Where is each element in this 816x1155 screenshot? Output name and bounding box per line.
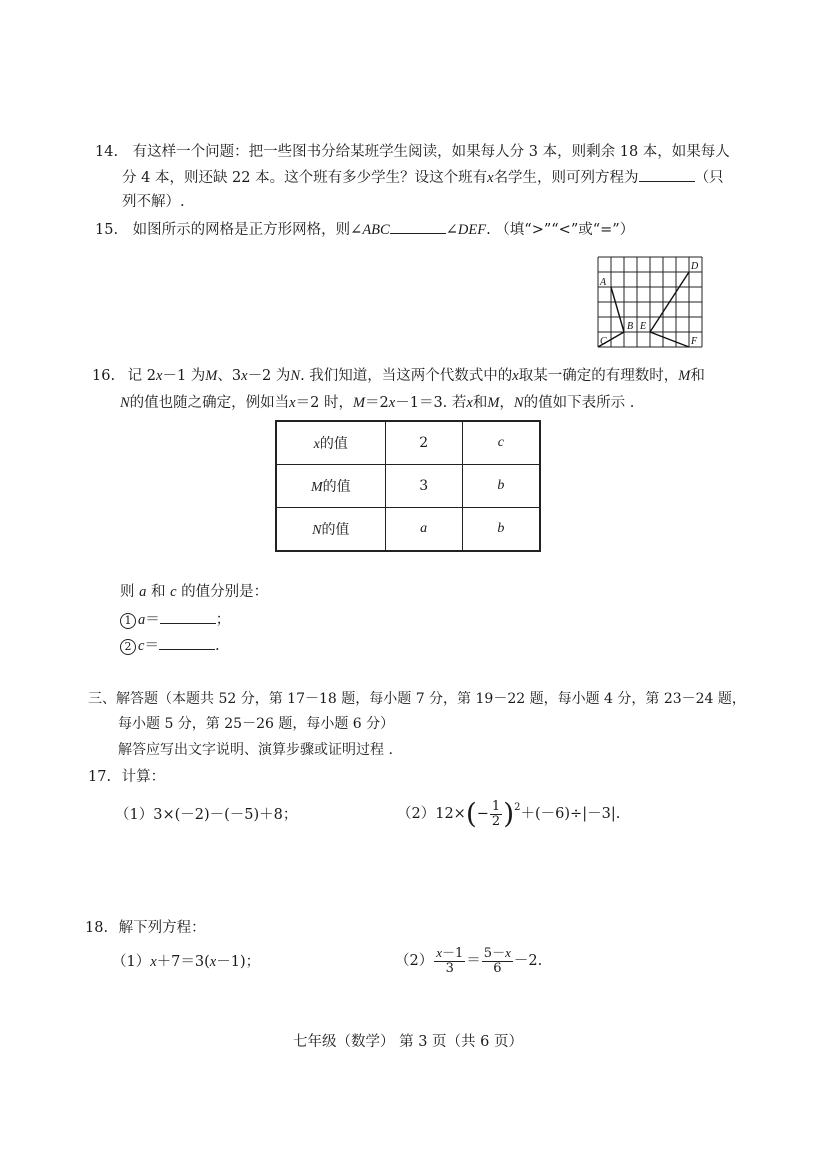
cell-x-2: c: [462, 421, 540, 465]
q16-t2e: 和: [472, 395, 488, 411]
row-header-x: x的值: [276, 421, 385, 465]
q15-grid-figure: [596, 255, 706, 351]
segment-ef: [650, 332, 689, 347]
q16-item1: [120, 609, 230, 630]
q14-line3: 列不解）.: [122, 194, 185, 210]
section3-title: 三、解答题（本题共 52 分，第 17－18 题，每小题 7 分，第 19－22 题，每小题 4 分，第 23－24 题，: [88, 691, 746, 707]
q16-M3: M: [352, 395, 366, 411]
q18-part2: [395, 944, 542, 978]
q18-p1a: （1）: [112, 954, 151, 970]
q17-label: 计算：: [121, 769, 166, 785]
q14-line2: [122, 167, 724, 188]
q18-fraction-2: $\frac{5-x}{6}$: [483, 945, 511, 976]
q16-x4: x: [289, 395, 296, 411]
q18-label: 解下列方程：: [118, 920, 206, 936]
q15-number: 15.: [95, 222, 119, 238]
q17-p2a: （2）12×: [397, 806, 466, 822]
q16-x2: x: [241, 368, 248, 384]
q16-t1e: . 我们知道，当这两个代数式中的: [300, 368, 513, 384]
q16-t1d: －2 为: [247, 368, 291, 384]
q16-x3: x: [512, 368, 519, 384]
q16-ask-a: a: [139, 584, 147, 600]
q14-text-2a: 分 4 本，则还缺 22 本。这个班有多少学生？设这个班有: [122, 170, 488, 186]
table-row: [276, 421, 540, 465]
circled-one-icon: 1: [120, 613, 136, 629]
minus-sign: −: [476, 806, 489, 822]
q18-number: 18.: [85, 920, 109, 936]
q15-text-2: ∠: [445, 222, 458, 238]
q16-item2-eq: ＝: [144, 638, 159, 654]
q14-number: 14.: [95, 144, 119, 160]
q16-t2c: ＝2: [365, 395, 389, 411]
q16-line1: [92, 366, 705, 386]
row-header-n: N的值: [276, 507, 385, 551]
q18-x1: x: [150, 954, 157, 970]
q16-t2b: ＝2 时，: [295, 395, 353, 411]
q18-header: [85, 918, 206, 938]
table-row: [276, 507, 540, 551]
q16-ask-and: 和: [150, 584, 166, 600]
q16-item1-var: a: [138, 612, 146, 628]
q17-header: [88, 767, 165, 787]
label-f: F: [691, 336, 698, 347]
q16-ask-c: c: [170, 584, 177, 600]
q16-item2-var: c: [138, 638, 145, 654]
q14-line1: [95, 142, 730, 162]
label-d: D: [691, 261, 699, 272]
q15-text-3: . （填“>”“<”或“=”）: [486, 222, 635, 238]
q15-answer-blank[interactable]: [390, 219, 446, 234]
q17-number: 17.: [88, 769, 112, 785]
cell-m-1: 3: [385, 465, 462, 508]
q16-ask-2: 的值分别是：: [181, 584, 269, 600]
page-footer: 七年级（数学） 第 3 页（共 6 页）: [293, 1034, 523, 1050]
segment-ab: [611, 287, 624, 332]
q16-answer-a-blank[interactable]: [160, 609, 216, 624]
section3-note: 解答应写出文字说明、演算步骤或证明过程 .: [118, 742, 393, 758]
paren-close: ): [503, 797, 515, 830]
q18-p1b: ＋7＝3(: [156, 954, 210, 970]
q16-line2: [120, 393, 634, 413]
q16-t2f: ，: [499, 395, 514, 411]
q16-values-table: [275, 420, 541, 552]
q16-answer-c-blank[interactable]: [159, 635, 215, 650]
q18-fraction-1: $\frac{x-1}{3}$: [436, 945, 464, 976]
q16-ask-1: 则: [120, 584, 135, 600]
q16-x6: x: [466, 395, 473, 411]
q16-x5: x: [388, 395, 396, 411]
q16-M4: M: [487, 395, 500, 411]
grid-lines: [598, 257, 702, 347]
label-c: C: [600, 336, 607, 347]
circled-two-icon: 2: [120, 639, 136, 655]
q17-p2b: ＋(－6)÷|－3|.: [520, 806, 621, 822]
q17-fraction: $\frac{1}{2}$: [491, 798, 501, 829]
q17-part1: （1）3×(－2)－(－5)＋8；: [115, 807, 298, 823]
row-header-m: M的值: [276, 465, 385, 508]
table-row: [276, 465, 540, 508]
q18-eq: ＝: [466, 953, 481, 969]
label-b: B: [627, 321, 634, 332]
q16-t2d: －1＝3. 若: [395, 395, 467, 411]
q18-part1: [112, 952, 260, 972]
q16-item1-end: ；: [215, 612, 231, 628]
q16-number: 16.: [92, 368, 116, 384]
q14-text-2b: 名学生，则可列方程为: [493, 170, 639, 186]
q16-ask: [120, 582, 268, 602]
paren-open: (: [465, 797, 477, 830]
q18-x2: x: [209, 954, 217, 970]
q17-exponent: 2: [514, 802, 521, 813]
q16-N2: N: [120, 395, 130, 411]
q18-p1c: －1)；: [216, 954, 261, 970]
section3-title-2: 每小题 5 分，第 25－26 题，每小题 6 分）: [118, 716, 395, 732]
q16-M1: M: [205, 368, 218, 384]
q16-t1f: 取某一确定的有理数时，: [518, 368, 679, 384]
q14-text-2c: （只: [694, 170, 724, 186]
q14-text-1: 有这样一个问题：把一些图书分给某班学生阅读，如果每人分 3 本，则剩余 18 本，如果每人: [132, 144, 730, 160]
q15-line: [95, 219, 634, 240]
q15-angle-def: DEF: [457, 222, 487, 238]
q18-p2a: （2）: [395, 953, 434, 969]
q17-part2: [397, 798, 620, 830]
q16-t1a: 记 2: [127, 368, 157, 384]
q15-text-1: 如图所示的网格是正方形网格，则∠: [132, 222, 363, 238]
q14-answer-blank[interactable]: [639, 167, 695, 182]
q16-t1g: 和: [690, 368, 705, 384]
q16-N3: N: [513, 395, 524, 411]
q16-item2: [120, 635, 220, 656]
q16-x1: x: [156, 368, 163, 384]
q16-t1b: －1 为: [162, 368, 206, 384]
q18-p2b: －2.: [513, 953, 543, 969]
cell-n-2: b: [462, 507, 540, 551]
q14-var-x: x: [487, 170, 494, 186]
q15-angle-abc: ABC: [362, 222, 390, 238]
q16-item2-end: .: [214, 638, 220, 654]
label-a: A: [600, 277, 607, 288]
label-e: E: [640, 321, 647, 332]
cell-m-2: b: [462, 465, 540, 508]
q16-item1-eq: ＝: [145, 612, 160, 628]
cell-n-1: a: [385, 507, 462, 551]
q16-N1: N: [290, 368, 301, 384]
q16-M2: M: [678, 368, 691, 384]
q16-t2a: 的值也随之确定，例如当: [129, 395, 290, 411]
q16-t1c: 、3: [217, 368, 242, 384]
angle-lines: [598, 272, 689, 347]
cell-x-1: 2: [385, 421, 462, 465]
q16-t2g: 的值如下表所示 .: [523, 395, 635, 411]
